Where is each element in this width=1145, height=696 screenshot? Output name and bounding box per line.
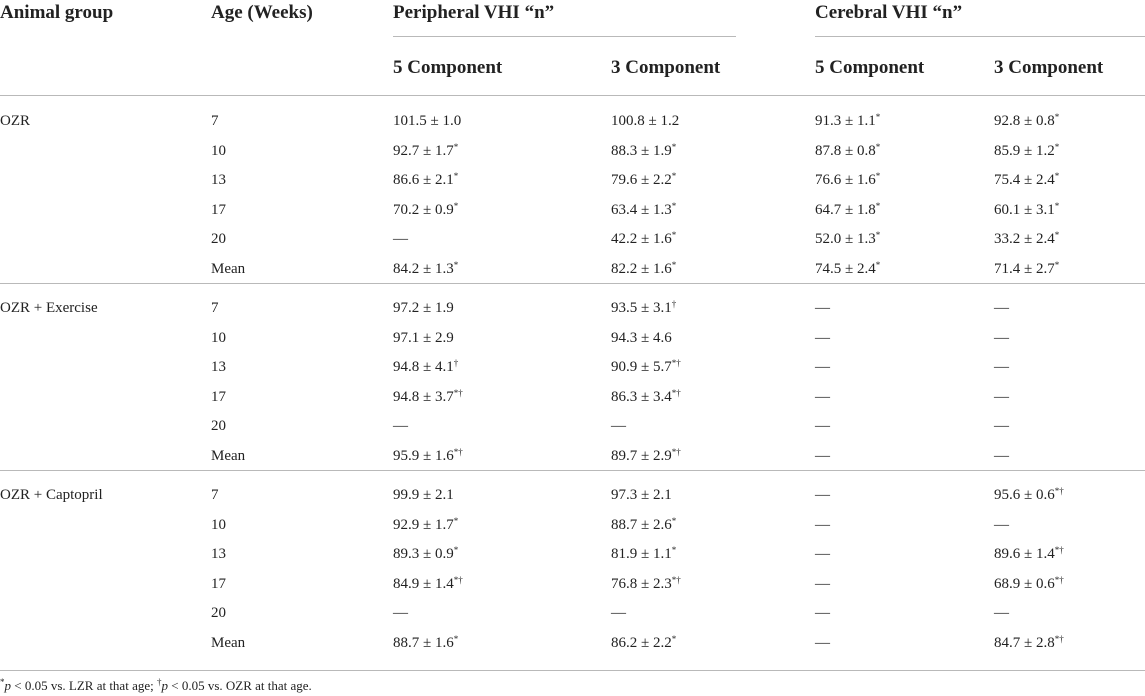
significance-mark: *† [1054, 545, 1064, 555]
significance-mark: * [671, 260, 677, 270]
cerebral-group-rule [815, 36, 1145, 37]
value-text: 81.9 ± 1.1 [611, 546, 672, 562]
value-text: 84.2 ± 1.3 [393, 261, 454, 277]
value-cell-p3 [611, 360, 681, 375]
value-cell-p5 [393, 144, 458, 159]
value-cell-c3 [994, 547, 1064, 562]
significance-mark: *† [671, 575, 681, 585]
value-cell-p3 [611, 301, 676, 316]
value-text: — [815, 635, 830, 651]
value-text: 42.2 ± 1.6 [611, 231, 672, 247]
significance-mark: *† [1054, 634, 1064, 644]
value-text: — [611, 605, 626, 621]
value-text: 97.2 ± 1.9 [393, 300, 454, 316]
value-text: — [815, 546, 830, 562]
value-text: — [994, 448, 1009, 464]
significance-mark: * [671, 545, 677, 555]
age-cell: 20 [211, 605, 226, 621]
value-text: — [994, 389, 1009, 405]
header-cerebral-3-component: 3 Component [994, 57, 1104, 78]
value-cell-p5 [393, 577, 463, 592]
significance-mark: * [1054, 230, 1060, 240]
value-text: 85.9 ± 1.2 [994, 143, 1055, 159]
significance-mark: * [671, 516, 677, 526]
age-cell: Mean [211, 448, 246, 464]
value-text: — [393, 418, 408, 434]
value-cell-p5 [393, 203, 458, 218]
value-text: 88.7 ± 1.6 [393, 635, 454, 651]
value-cell-p5 [393, 360, 458, 375]
value-cell-p5 [393, 547, 458, 562]
value-text: 52.0 ± 1.3 [815, 231, 876, 247]
value-text: 95.9 ± 1.6 [393, 448, 454, 464]
significance-mark: * [875, 142, 881, 152]
age-cell: 7 [211, 487, 219, 503]
value-text: — [994, 517, 1009, 533]
value-cell-c5 [815, 232, 880, 247]
significance-mark: * [453, 516, 459, 526]
value-cell-c5 [815, 173, 880, 188]
significance-mark: * [671, 634, 677, 644]
age-cell: 13 [211, 172, 226, 188]
value-cell-p5 [393, 518, 458, 533]
value-text: 99.9 ± 2.1 [393, 487, 454, 503]
significance-mark: *† [1054, 486, 1064, 496]
age-cell: 20 [211, 231, 226, 247]
value-cell-c3 [994, 232, 1059, 247]
significance-mark: *† [453, 575, 463, 585]
value-cell-c5 [815, 360, 830, 375]
value-cell-c3 [994, 262, 1059, 277]
value-cell-p3 [611, 419, 626, 434]
value-text: 88.3 ± 1.9 [611, 143, 672, 159]
group-label: OZR + Captopril [0, 487, 103, 503]
value-cell-p5 [393, 173, 458, 188]
significance-mark: † [453, 358, 459, 368]
footnote-mark-dagger: † [156, 677, 162, 687]
value-cell-p3 [611, 144, 676, 159]
value-cell-c5 [815, 144, 880, 159]
significance-mark: * [453, 171, 459, 181]
footnote [0, 679, 312, 692]
significance-mark: *† [671, 388, 681, 398]
significance-mark: * [875, 112, 881, 122]
group-label: OZR + Exercise [0, 300, 98, 316]
value-cell-c3 [994, 419, 1009, 434]
value-cell-p5 [393, 488, 454, 503]
value-cell-p3 [611, 173, 676, 188]
value-cell-p3 [611, 232, 676, 247]
value-cell-c3 [994, 203, 1059, 218]
value-text: 74.5 ± 2.4 [815, 261, 876, 277]
value-text: 64.7 ± 1.8 [815, 202, 876, 218]
value-cell-c3 [994, 577, 1064, 592]
age-cell: 17 [211, 389, 226, 405]
value-cell-p3 [611, 488, 672, 503]
value-text: — [815, 330, 830, 346]
significance-mark: * [671, 201, 677, 211]
value-text: — [815, 517, 830, 533]
value-text: 93.5 ± 3.1 [611, 300, 672, 316]
significance-mark: * [875, 260, 881, 270]
header-cerebral-vhi: Cerebral VHI “n” [815, 2, 963, 23]
significance-mark: * [671, 171, 677, 181]
significance-mark: * [453, 142, 459, 152]
value-cell-c3 [994, 390, 1009, 405]
value-cell-c3 [994, 173, 1059, 188]
significance-mark: * [875, 230, 881, 240]
value-cell-p3 [611, 449, 681, 464]
value-cell-p5 [393, 114, 461, 129]
header-animal-group: Animal group [0, 2, 114, 23]
value-text: 87.8 ± 0.8 [815, 143, 876, 159]
value-cell-p5 [393, 449, 463, 464]
value-cell-p5 [393, 301, 454, 316]
age-cell: 10 [211, 143, 226, 159]
value-text: 63.4 ± 1.3 [611, 202, 672, 218]
significance-mark: * [453, 260, 459, 270]
value-cell-c3 [994, 331, 1009, 346]
significance-mark: * [1054, 142, 1060, 152]
value-text: — [393, 605, 408, 621]
value-text: 97.1 ± 2.9 [393, 330, 454, 346]
value-cell-p5 [393, 606, 408, 621]
value-text: 86.3 ± 3.4 [611, 389, 672, 405]
value-cell-c3 [994, 488, 1064, 503]
age-cell: Mean [211, 261, 246, 277]
value-text: 94.3 ± 4.6 [611, 330, 672, 346]
value-cell-c3 [994, 360, 1009, 375]
value-text: — [994, 330, 1009, 346]
age-cell: Mean [211, 635, 246, 651]
value-text: 94.8 ± 3.7 [393, 389, 454, 405]
value-text: — [994, 300, 1009, 316]
value-cell-p3 [611, 114, 679, 129]
value-text: — [815, 359, 830, 375]
value-text: 100.8 ± 1.2 [611, 113, 680, 129]
value-cell-p5 [393, 262, 458, 277]
value-cell-c3 [994, 606, 1009, 621]
value-text: — [815, 576, 830, 592]
significance-mark: * [453, 201, 459, 211]
value-cell-p5 [393, 390, 463, 405]
value-cell-c5 [815, 636, 830, 651]
footnote-mark-asterisk: * [0, 677, 5, 687]
value-text: 97.3 ± 2.1 [611, 487, 672, 503]
value-text: 71.4 ± 2.7 [994, 261, 1055, 277]
significance-mark: * [875, 201, 881, 211]
value-cell-c5 [815, 114, 880, 129]
value-cell-c5 [815, 449, 830, 464]
peripheral-group-rule [393, 36, 736, 37]
significance-mark: *† [453, 388, 463, 398]
significance-mark: * [1054, 260, 1060, 270]
value-cell-c3 [994, 144, 1059, 159]
significance-mark: *† [671, 358, 681, 368]
value-cell-c5 [815, 488, 830, 503]
header-age: Age (Weeks) [211, 2, 313, 23]
value-cell-c3 [994, 636, 1064, 651]
value-cell-c5 [815, 577, 830, 592]
significance-mark: * [671, 142, 677, 152]
value-cell-p3 [611, 606, 626, 621]
significance-mark: † [671, 299, 677, 309]
value-cell-c5 [815, 518, 830, 533]
value-text: 92.8 ± 0.8 [994, 113, 1055, 129]
value-text: 92.9 ± 1.7 [393, 517, 454, 533]
value-text: — [994, 418, 1009, 434]
value-cell-p3 [611, 547, 676, 562]
value-text: — [815, 300, 830, 316]
age-cell: 10 [211, 330, 226, 346]
value-text: 76.8 ± 2.3 [611, 576, 672, 592]
value-cell-p5 [393, 331, 454, 346]
footnote-text-ozr: < 0.05 vs. OZR at that age. [167, 678, 312, 693]
value-cell-p3 [611, 331, 672, 346]
value-text: — [611, 418, 626, 434]
value-cell-p3 [611, 636, 676, 651]
header-cerebral-5-component: 5 Component [815, 57, 925, 78]
significance-mark: *† [1054, 575, 1064, 585]
header-bottom-rule [0, 95, 1145, 96]
value-cell-c5 [815, 419, 830, 434]
footnote-p-value: p [4, 678, 11, 693]
value-text: 86.6 ± 2.1 [393, 172, 454, 188]
value-cell-p5 [393, 419, 408, 434]
value-cell-c3 [994, 114, 1059, 129]
value-cell-p5 [393, 636, 458, 651]
group-separator-rule [0, 670, 1145, 671]
value-cell-c5 [815, 331, 830, 346]
header-peripheral-3-component: 3 Component [611, 57, 721, 78]
significance-mark: * [453, 634, 459, 644]
value-text: 84.9 ± 1.4 [393, 576, 454, 592]
value-cell-c3 [994, 449, 1009, 464]
significance-mark: *† [671, 447, 681, 457]
value-text: — [815, 389, 830, 405]
value-cell-p3 [611, 203, 676, 218]
age-cell: 17 [211, 576, 226, 592]
value-text: — [815, 487, 830, 503]
age-cell: 17 [211, 202, 226, 218]
significance-mark: * [1054, 201, 1060, 211]
value-cell-p5 [393, 232, 408, 247]
value-text: — [994, 359, 1009, 375]
age-cell: 13 [211, 546, 226, 562]
age-cell: 13 [211, 359, 226, 375]
value-text: 70.2 ± 0.9 [393, 202, 454, 218]
value-text: 33.2 ± 2.4 [994, 231, 1055, 247]
value-text: — [393, 231, 408, 247]
value-text: 95.6 ± 0.6 [994, 487, 1055, 503]
value-cell-c5 [815, 262, 880, 277]
group-separator-rule [0, 283, 1145, 284]
value-text: 92.7 ± 1.7 [393, 143, 454, 159]
value-text: 91.3 ± 1.1 [815, 113, 876, 129]
significance-mark: *† [453, 447, 463, 457]
value-text: — [815, 448, 830, 464]
value-text: 75.4 ± 2.4 [994, 172, 1055, 188]
value-text: — [815, 605, 830, 621]
value-cell-c3 [994, 301, 1009, 316]
footnote-text-lzr: < 0.05 vs. LZR at that age; [11, 678, 157, 693]
age-cell: 20 [211, 418, 226, 434]
significance-mark: * [1054, 171, 1060, 181]
value-text: — [994, 605, 1009, 621]
value-text: 68.9 ± 0.6 [994, 576, 1055, 592]
value-cell-p3 [611, 577, 681, 592]
value-text: 94.8 ± 4.1 [393, 359, 454, 375]
value-text: 101.5 ± 1.0 [393, 113, 462, 129]
significance-mark: * [875, 171, 881, 181]
value-text: — [815, 418, 830, 434]
value-cell-c5 [815, 203, 880, 218]
value-text: 60.1 ± 3.1 [994, 202, 1055, 218]
age-cell: 7 [211, 300, 219, 316]
footnote-p-value-2: p [161, 678, 168, 693]
value-text: 76.6 ± 1.6 [815, 172, 876, 188]
value-text: 89.3 ± 0.9 [393, 546, 454, 562]
value-cell-c5 [815, 390, 830, 405]
value-cell-p3 [611, 518, 676, 533]
header-peripheral-5-component: 5 Component [393, 57, 503, 78]
age-cell: 10 [211, 517, 226, 533]
value-text: 84.7 ± 2.8 [994, 635, 1055, 651]
value-cell-c3 [994, 518, 1009, 533]
significance-mark: * [1054, 112, 1060, 122]
value-cell-c5 [815, 301, 830, 316]
significance-mark: * [671, 230, 677, 240]
value-text: 86.2 ± 2.2 [611, 635, 672, 651]
header-peripheral-vhi: Peripheral VHI “n” [393, 2, 555, 23]
group-label: OZR [0, 113, 30, 129]
value-cell-p3 [611, 390, 681, 405]
age-cell: 7 [211, 113, 219, 129]
value-text: 89.6 ± 1.4 [994, 546, 1055, 562]
significance-mark: * [453, 545, 459, 555]
value-text: 90.9 ± 5.7 [611, 359, 672, 375]
value-cell-p3 [611, 262, 676, 277]
value-text: 79.6 ± 2.2 [611, 172, 672, 188]
value-text: 82.2 ± 1.6 [611, 261, 672, 277]
group-separator-rule [0, 470, 1145, 471]
value-cell-c5 [815, 606, 830, 621]
value-cell-c5 [815, 547, 830, 562]
value-text: 89.7 ± 2.9 [611, 448, 672, 464]
value-text: 88.7 ± 2.6 [611, 517, 672, 533]
